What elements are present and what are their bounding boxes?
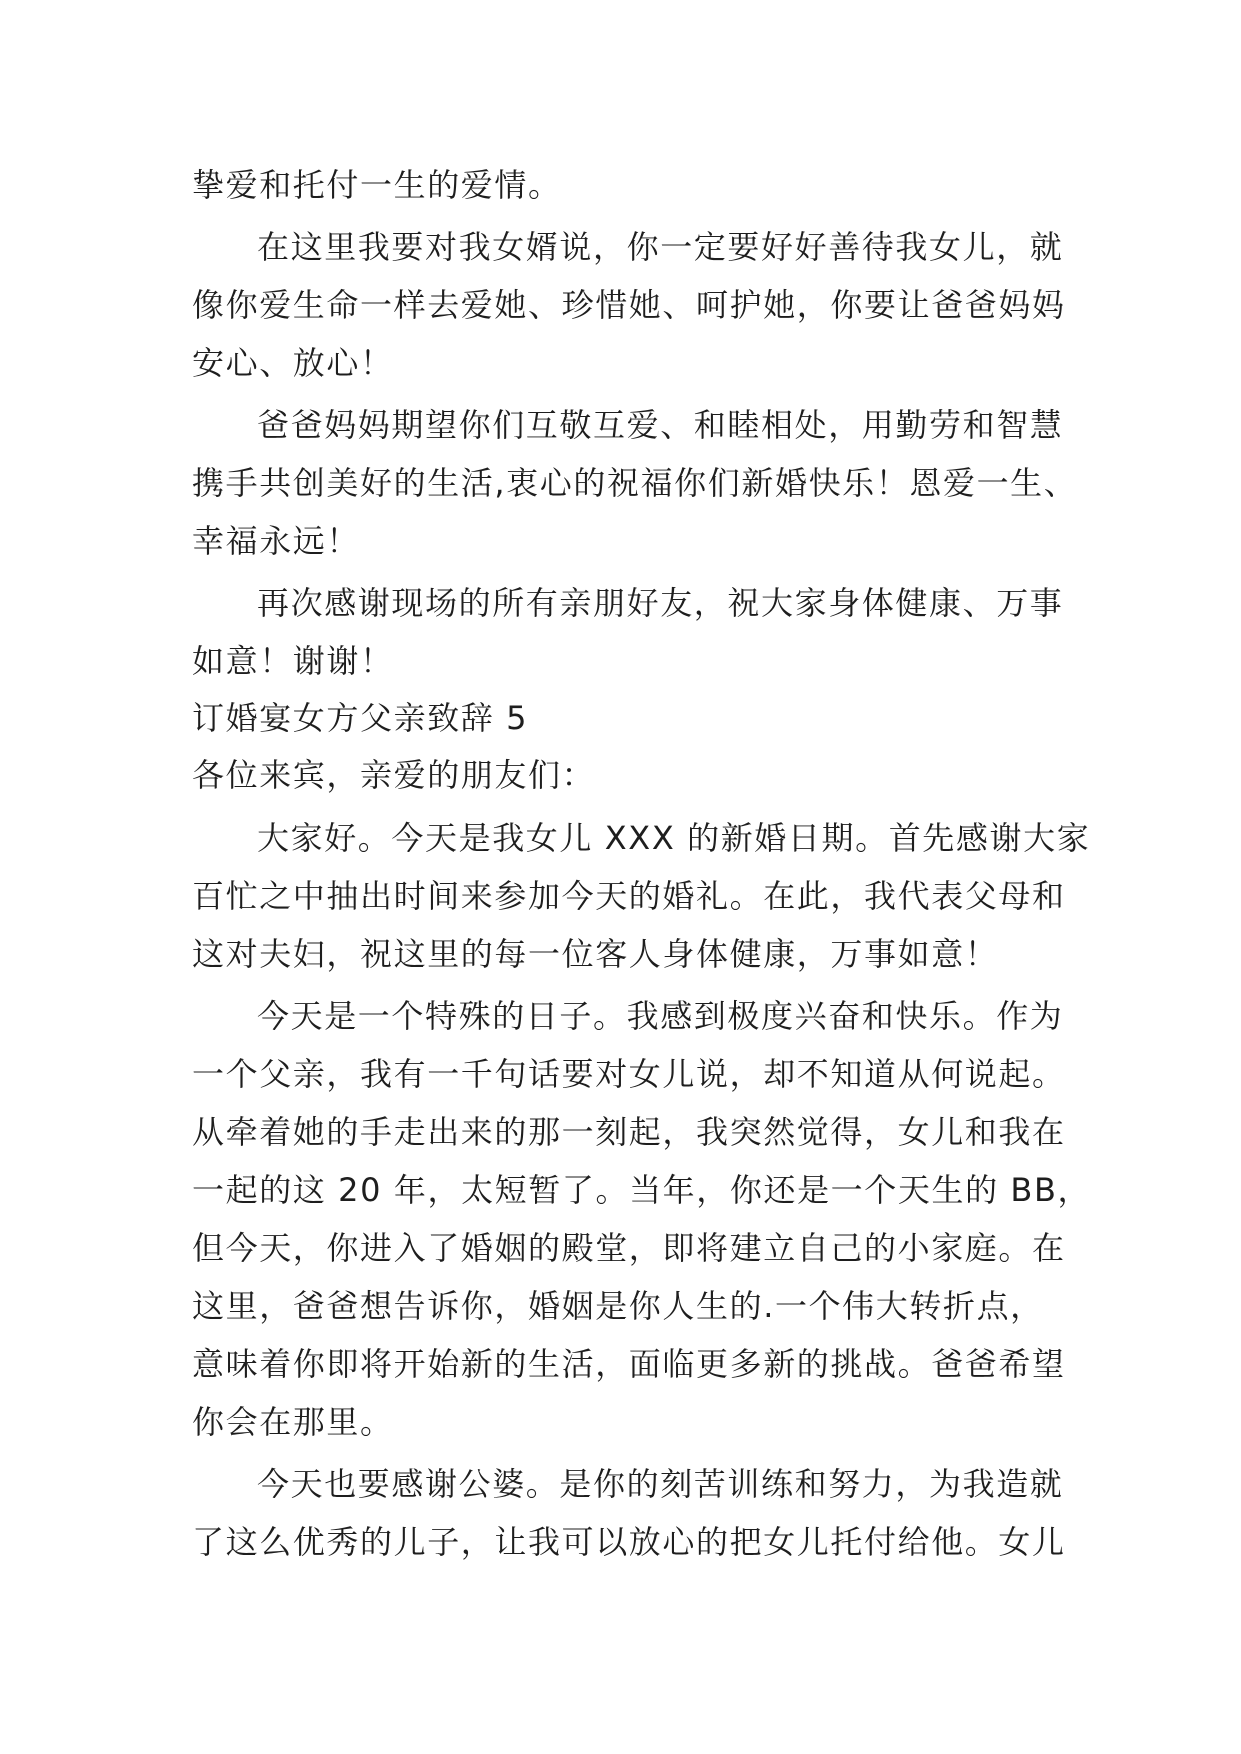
paragraph-line: 再次感谢现场的所有亲朋好友，祝大家身体健康、万事: [257, 584, 1064, 622]
text-line: 百忙之中抽出时间来参加今天的婚礼。在此，我代表父母和: [192, 877, 1066, 915]
text-line: 一起的这 20 年，太短暂了。当年，你还是一个天生的 BB，: [192, 1171, 1092, 1209]
text-line: 安心、放心！: [192, 344, 394, 382]
text-line: 这对夫妇，祝这里的每一位客人身体健康，万事如意！: [192, 935, 999, 973]
paragraph-line: 在这里我要对我女婿说，你一定要好好善待我女儿，就: [257, 228, 1064, 266]
text-line: 挚爱和托付一生的爱情。: [192, 166, 562, 204]
text-line: 一个父亲，我有一千句话要对女儿说，却不知道从何说起。: [192, 1055, 1066, 1093]
paragraph-line: 大家好。今天是我女儿 XXX 的新婚日期。首先感谢大家: [257, 819, 1091, 857]
text-line: 意味着你即将开始新的生活，面临更多新的挑战。爸爸希望: [192, 1345, 1066, 1383]
text-line: 携手共创美好的生活,衷心的祝福你们新婚快乐！恩爱一生、: [192, 464, 1078, 502]
text-line: 这里，爸爸想告诉你，婚姻是你人生的.一个伟大转折点，: [192, 1287, 1044, 1325]
text-line: 了这么优秀的儿子，让我可以放心的把女儿托付给他。女儿: [192, 1523, 1066, 1561]
text-line: 如意！谢谢！: [192, 642, 394, 680]
paragraph-line: 今天也要感谢公婆。是你的刻苦训练和努力，为我造就: [257, 1465, 1064, 1503]
text-line: 从牵着她的手走出来的那一刻起，我突然觉得，女儿和我在: [192, 1113, 1066, 1151]
text-line: 但今天，你进入了婚姻的殿堂，即将建立自己的小家庭。在: [192, 1229, 1066, 1267]
paragraph-line: 爸爸妈妈期望你们互敬互爱、和睦相处，用勤劳和智慧: [257, 406, 1064, 444]
text-line: 幸福永远！: [192, 522, 361, 560]
salutation: 各位来宾，亲爱的朋友们：: [192, 756, 596, 794]
text-line: 你会在那里。: [192, 1403, 394, 1441]
paragraph-line: 今天是一个特殊的日子。我感到极度兴奋和快乐。作为: [257, 997, 1064, 1035]
text-line: 像你爱生命一样去爱她、珍惜她、呵护她，你要让爸爸妈妈: [192, 286, 1066, 324]
section-heading: 订婚宴女方父亲致辞 5: [192, 699, 529, 737]
